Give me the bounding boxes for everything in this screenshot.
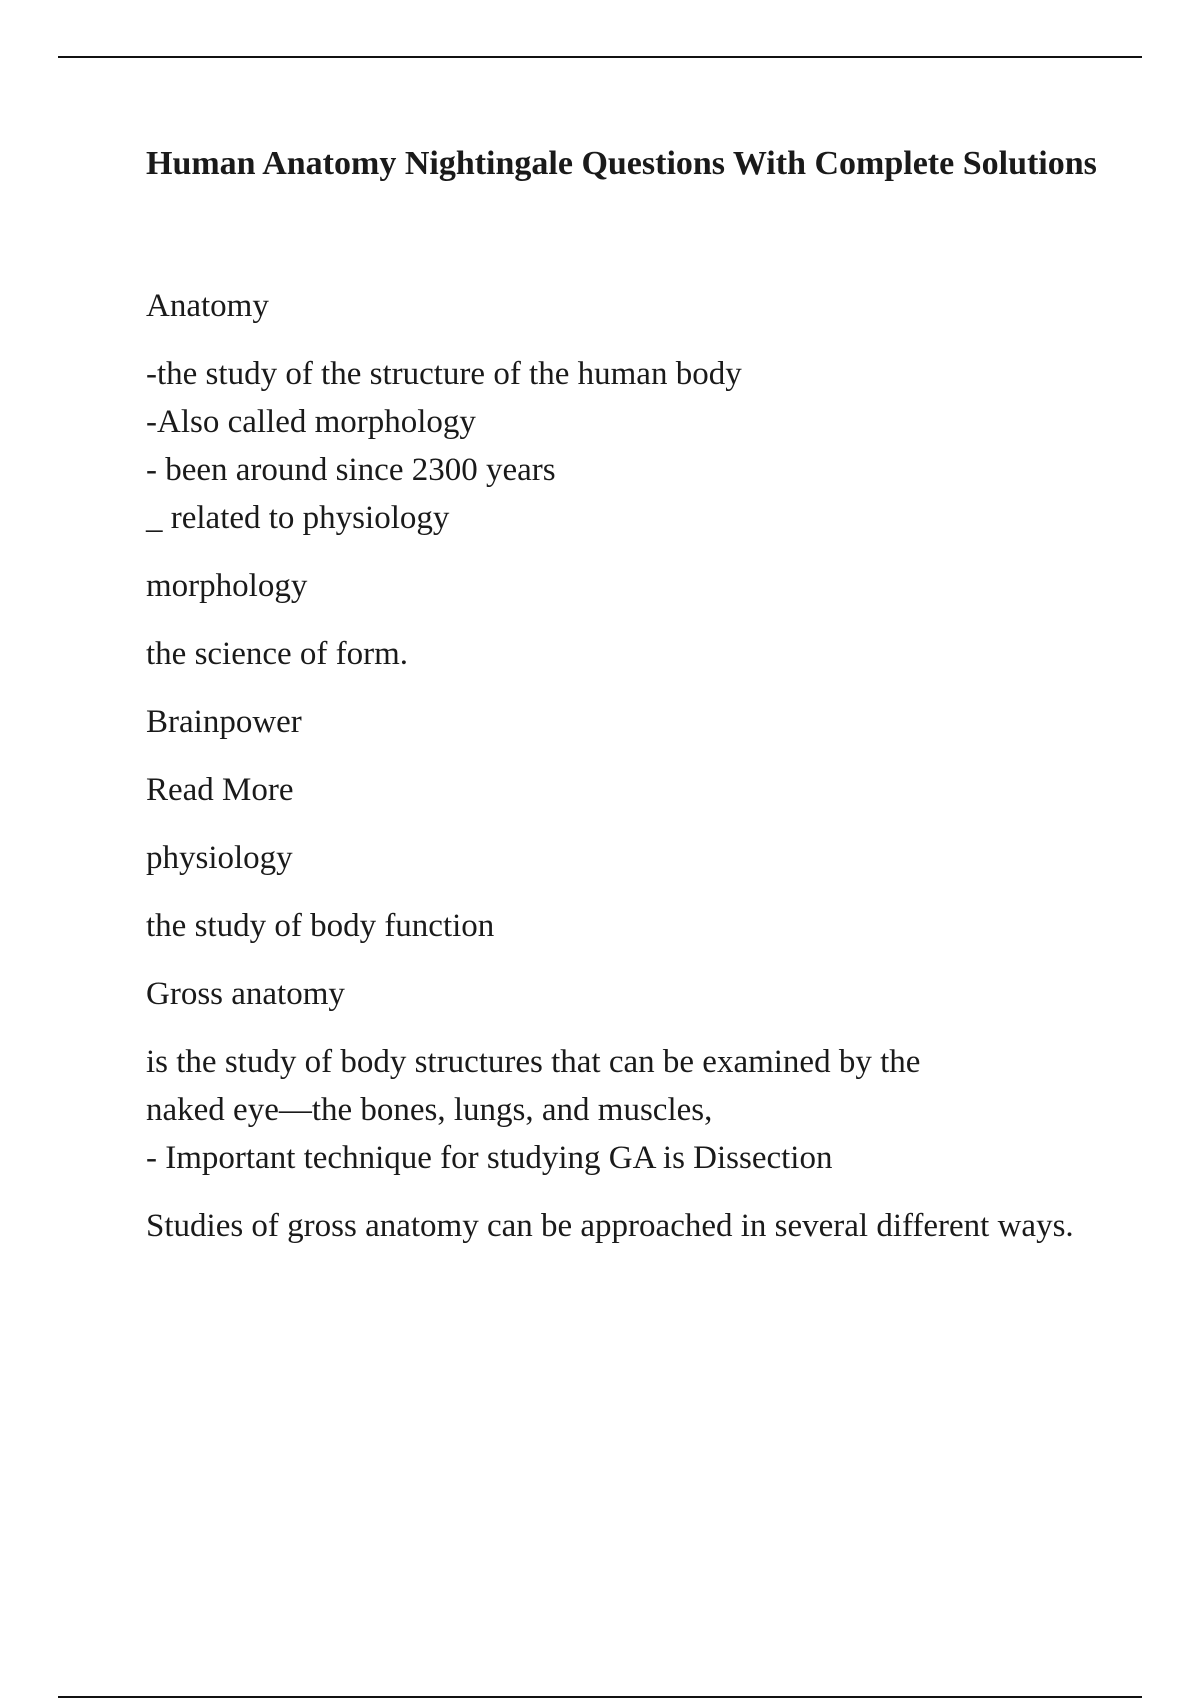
entry-definition bbox=[146, 350, 1106, 542]
flashcard-entry bbox=[146, 282, 1106, 542]
definition-line: -Also called morphology bbox=[146, 404, 476, 440]
definition-line: the science of form. bbox=[146, 636, 409, 672]
definition-line: - been around since 2300 years bbox=[146, 452, 556, 488]
entry-term: Brainpower bbox=[146, 704, 302, 740]
flashcard-entry bbox=[146, 1202, 1106, 1250]
definition-line: is the study of body structures that can be examined by the bbox=[146, 1044, 921, 1080]
definition-line: -the study of the structure of the human body bbox=[146, 356, 742, 392]
read-more-text: Read More bbox=[146, 772, 294, 808]
entry-term: morphology bbox=[146, 568, 308, 604]
definition-line: - Important technique for studying GA is Dissection bbox=[146, 1140, 833, 1176]
entry-definition bbox=[146, 766, 1106, 814]
footer-rule bbox=[58, 1696, 1142, 1698]
entry-term: Anatomy bbox=[146, 288, 269, 324]
flashcard-entry bbox=[146, 698, 1106, 814]
header-rule bbox=[58, 56, 1142, 58]
definition-line: naked eye—the bones, lungs, and muscles, bbox=[146, 1092, 713, 1128]
entry-term: Studies of gross anatomy can be approached in several different ways. bbox=[146, 1208, 1074, 1244]
entry-term: physiology bbox=[146, 840, 293, 876]
flashcard-entry bbox=[146, 562, 1106, 678]
flashcard-entry bbox=[146, 834, 1106, 950]
definition-line: _ related to physiology bbox=[146, 500, 450, 536]
entry-term: Gross anatomy bbox=[146, 976, 345, 1012]
document-body bbox=[146, 140, 1106, 1270]
flashcard-entry bbox=[146, 970, 1106, 1182]
entry-definition bbox=[146, 902, 1106, 950]
flashcard-list bbox=[146, 282, 1106, 1250]
entry-definition bbox=[146, 630, 1106, 678]
document-title: Human Anatomy Nightingale Questions With Complete Solutions bbox=[146, 145, 1097, 182]
definition-line: the study of body function bbox=[146, 908, 495, 944]
entry-definition bbox=[146, 1038, 1106, 1182]
